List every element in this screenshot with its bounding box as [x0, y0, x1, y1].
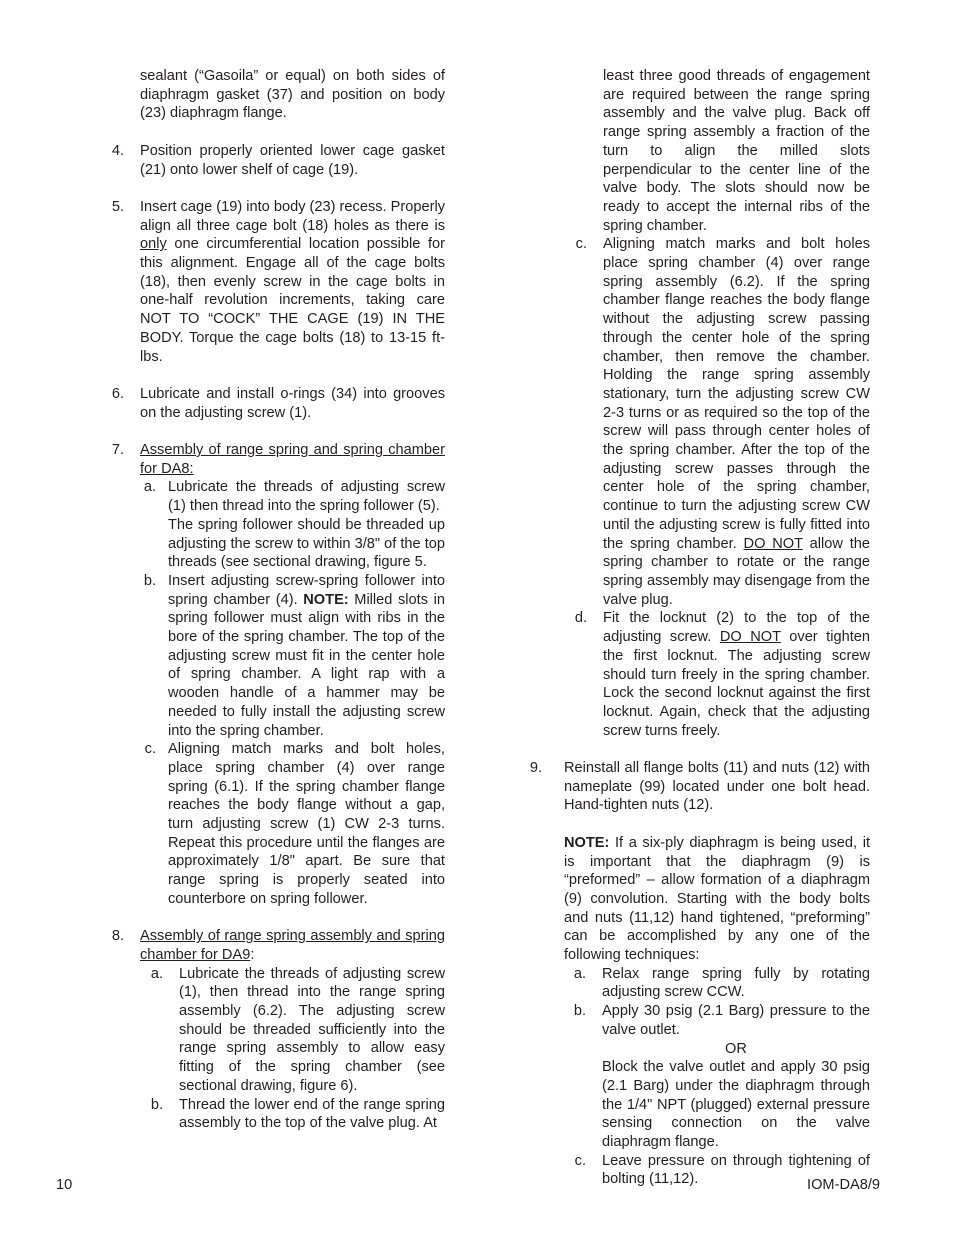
page-number: 10: [56, 1177, 73, 1193]
substep-text: Lubricate the threads of adjusting screw (1), then thread into the range spring assembly (6.2). The adjusting screw should be threaded sufficiently into the range spring assembly to allow easy fitting of the spring chamber (see sectional drawing, figure 6).: [179, 965, 445, 1094]
step-text: Position properly oriented lower cage gasket (21) onto lower shelf of cage (19).: [140, 142, 445, 178]
step-5: [104, 198, 445, 366]
substep-text: [603, 235, 870, 609]
substep-text: Aligning match marks and bolt holes, place spring chamber (4) over range spring (6.1). If the spring chamber flange reaches the body flange without a gap, turn adjusting screw (1) CW 2-3 turns. Repeat this procedure until the flanges are approximately 1/8" apart. Be sure that range spring is properly seated into counterbore on spring follower.: [168, 741, 445, 907]
substep-text-part: Milled slots in spring follower must align with ribs in the bore of the spring chamber. The top of the adjusting screw must fit in the center hole of spring chamber. A light rap with a wooden handle of a hammer may be needed to fully install the adjusting screw into the spring chamber.: [168, 591, 445, 739]
substep-letter: d.: [574, 610, 587, 627]
substep-9b: [564, 1002, 870, 1152]
step-number: 5.: [111, 198, 124, 215]
left-column: [104, 67, 445, 1152]
step-number: 8.: [111, 928, 124, 945]
substep-letter: b.: [150, 1096, 163, 1113]
emphasis-underline: DO NOT: [743, 535, 803, 552]
step-number: 9.: [529, 760, 542, 776]
substep-text: Thread the lower end of the range spring assembly to the top of the valve plug. At: [179, 1096, 445, 1132]
step-text: [140, 198, 445, 366]
substep-8b: [140, 1096, 445, 1133]
or-separator: OR: [725, 1040, 747, 1057]
substep-8d: [528, 609, 870, 740]
step-heading-colon: :: [250, 946, 255, 963]
step-7: [104, 441, 445, 909]
substep-text-part: Aligning match marks and bolt holes place spring chamber (4) over range spring assembly (6.2). If the spring chamber flange reaches the body flange without the adjusting screw passing through the center hole of the spring chamber, then remove the chamber. Holding the range spring assembly stationary, turn the adjusting screw CW 2-3 turns or as required so the top of the screw will pass through center holes of the spring chamber. After the top of the adjusting screw passes through the center hole of the spring chamber, continue to turn the adjusting screw CW until the adjusting screw is fully fitted into the spring chamber.: [603, 236, 870, 552]
continued-paragraph: sealant (“Gasoila” or equal) on both sides of diaphragm gasket (37) and position on body (23) diaphragm flange.: [140, 68, 445, 122]
step-heading: Assembly of range spring and spring chamber for DA8:: [140, 442, 445, 477]
step-text-part: Insert cage (19) into body (23) recess. Properly align all three cage bolt (18) holes as there is: [140, 198, 445, 234]
step-text: Reinstall all flange bolts (11) and nuts (12) with nameplate (99) located under one bolt head. Hand-tighten nuts (12).: [564, 760, 870, 814]
substep-7c: [140, 740, 445, 908]
step-heading: [140, 927, 445, 964]
step-number: 6.: [111, 385, 124, 402]
substep-text: Lubricate the threads of adjusting screw (1) then thread into the spring follower (5).: [168, 479, 445, 515]
substep-7a: [140, 478, 445, 572]
substep-8c: [528, 235, 870, 609]
step-number: 7.: [111, 442, 124, 458]
note-label: NOTE:: [303, 591, 349, 608]
substep-8a: [140, 965, 445, 1096]
step-4: [104, 142, 445, 179]
substep-letter: c.: [575, 236, 587, 253]
substep-text: Relax range spring fully by rotating adjusting screw CCW.: [602, 965, 870, 1001]
step-number: 4.: [111, 142, 124, 159]
note-label: NOTE:: [564, 834, 610, 851]
substep-text-part: over tighten the first locknut. The adjusting screw should turn freely in the spring chamber. Lock the second locknut against the first locknut. Again, check that the adjusting screw turns freely.: [603, 629, 870, 739]
continued-paragraph: least three good threads of engagement are required between the range spring assembly and the valve plug. Back off range spring assembly a fraction of the turn to align the milled slots perpendicular to the center line of the valve body. The slots should now be ready to accept the internal ribs of the spring chamber.: [603, 68, 870, 234]
substep-letter: b.: [143, 572, 156, 589]
substep-text-part: Insert adjusting screw-spring follower into spring chamber (4).: [168, 572, 445, 608]
note-text: If a six-ply diaphragm is being used, it is important that the diaphragm (9) is “preformed” – allow formation of a diaphragm (9) convolution. Starting with the body bolts and nuts (11,12) hand tightened, “preforming” can be accomplished by any one of the following techniques:: [564, 834, 870, 964]
substep-text-part: allow the spring chamber to rotate or the range spring assembly may disengage from the valve plug.: [603, 535, 871, 608]
right-column: [528, 67, 870, 1208]
document-code: IOM-DA8/9: [807, 1177, 880, 1193]
substep-letter: b.: [573, 1003, 586, 1020]
step-9: [528, 759, 870, 1189]
step-text-part: one circumferential location possible for this alignment. Engage all of the cage bolts (18), then evenly screw in the cage bolts in one-half revolution increments, taking care NOT TO “COCK” THE CAGE (19) IN THE BODY. Torque the cage bolts (18) to 13-15 ft-lbs.: [140, 236, 445, 365]
note-paragraph: [564, 834, 870, 965]
substep-text: The spring follower should be threaded up adjusting the screw to within 3/8" of the top threads (see sectional drawing, figure 5.: [168, 516, 445, 571]
substep-text: Leave pressure on through tightening of bolting (11,12).: [602, 1152, 870, 1188]
step-6: [104, 385, 445, 422]
emphasis-underline: only: [140, 236, 167, 253]
step-heading-text: Assembly of range spring assembly and spring chamber for DA9: [140, 928, 445, 963]
substep-text-part: Fit the locknut (2) to the top of the adjusting screw.: [603, 610, 870, 646]
substep-text: [603, 609, 870, 740]
step-8: [104, 927, 445, 1133]
substep-text: [168, 572, 445, 740]
substep-letter: a.: [573, 965, 586, 982]
substep-letter: a.: [150, 965, 163, 982]
substep-letter: c.: [144, 741, 156, 758]
substep-letter: a.: [143, 479, 156, 496]
substep-7b: [140, 572, 445, 740]
substep-9a: [564, 965, 870, 1002]
emphasis-underline: DO NOT: [719, 629, 781, 646]
substep-letter: c.: [574, 1152, 586, 1169]
substep-text: Apply 30 psig (2.1 Barg) pressure to the valve outlet.: [602, 1003, 870, 1038]
substep-text: Block the valve outlet and apply 30 psig (2.1 Barg) under the diaphragm through the 1/4" NPT (plugged) external pressure sensing connection on the valve diaphragm flange.: [602, 1059, 870, 1151]
step-text: Lubricate and install o-rings (34) into grooves on the adjusting screw (1).: [140, 385, 445, 421]
